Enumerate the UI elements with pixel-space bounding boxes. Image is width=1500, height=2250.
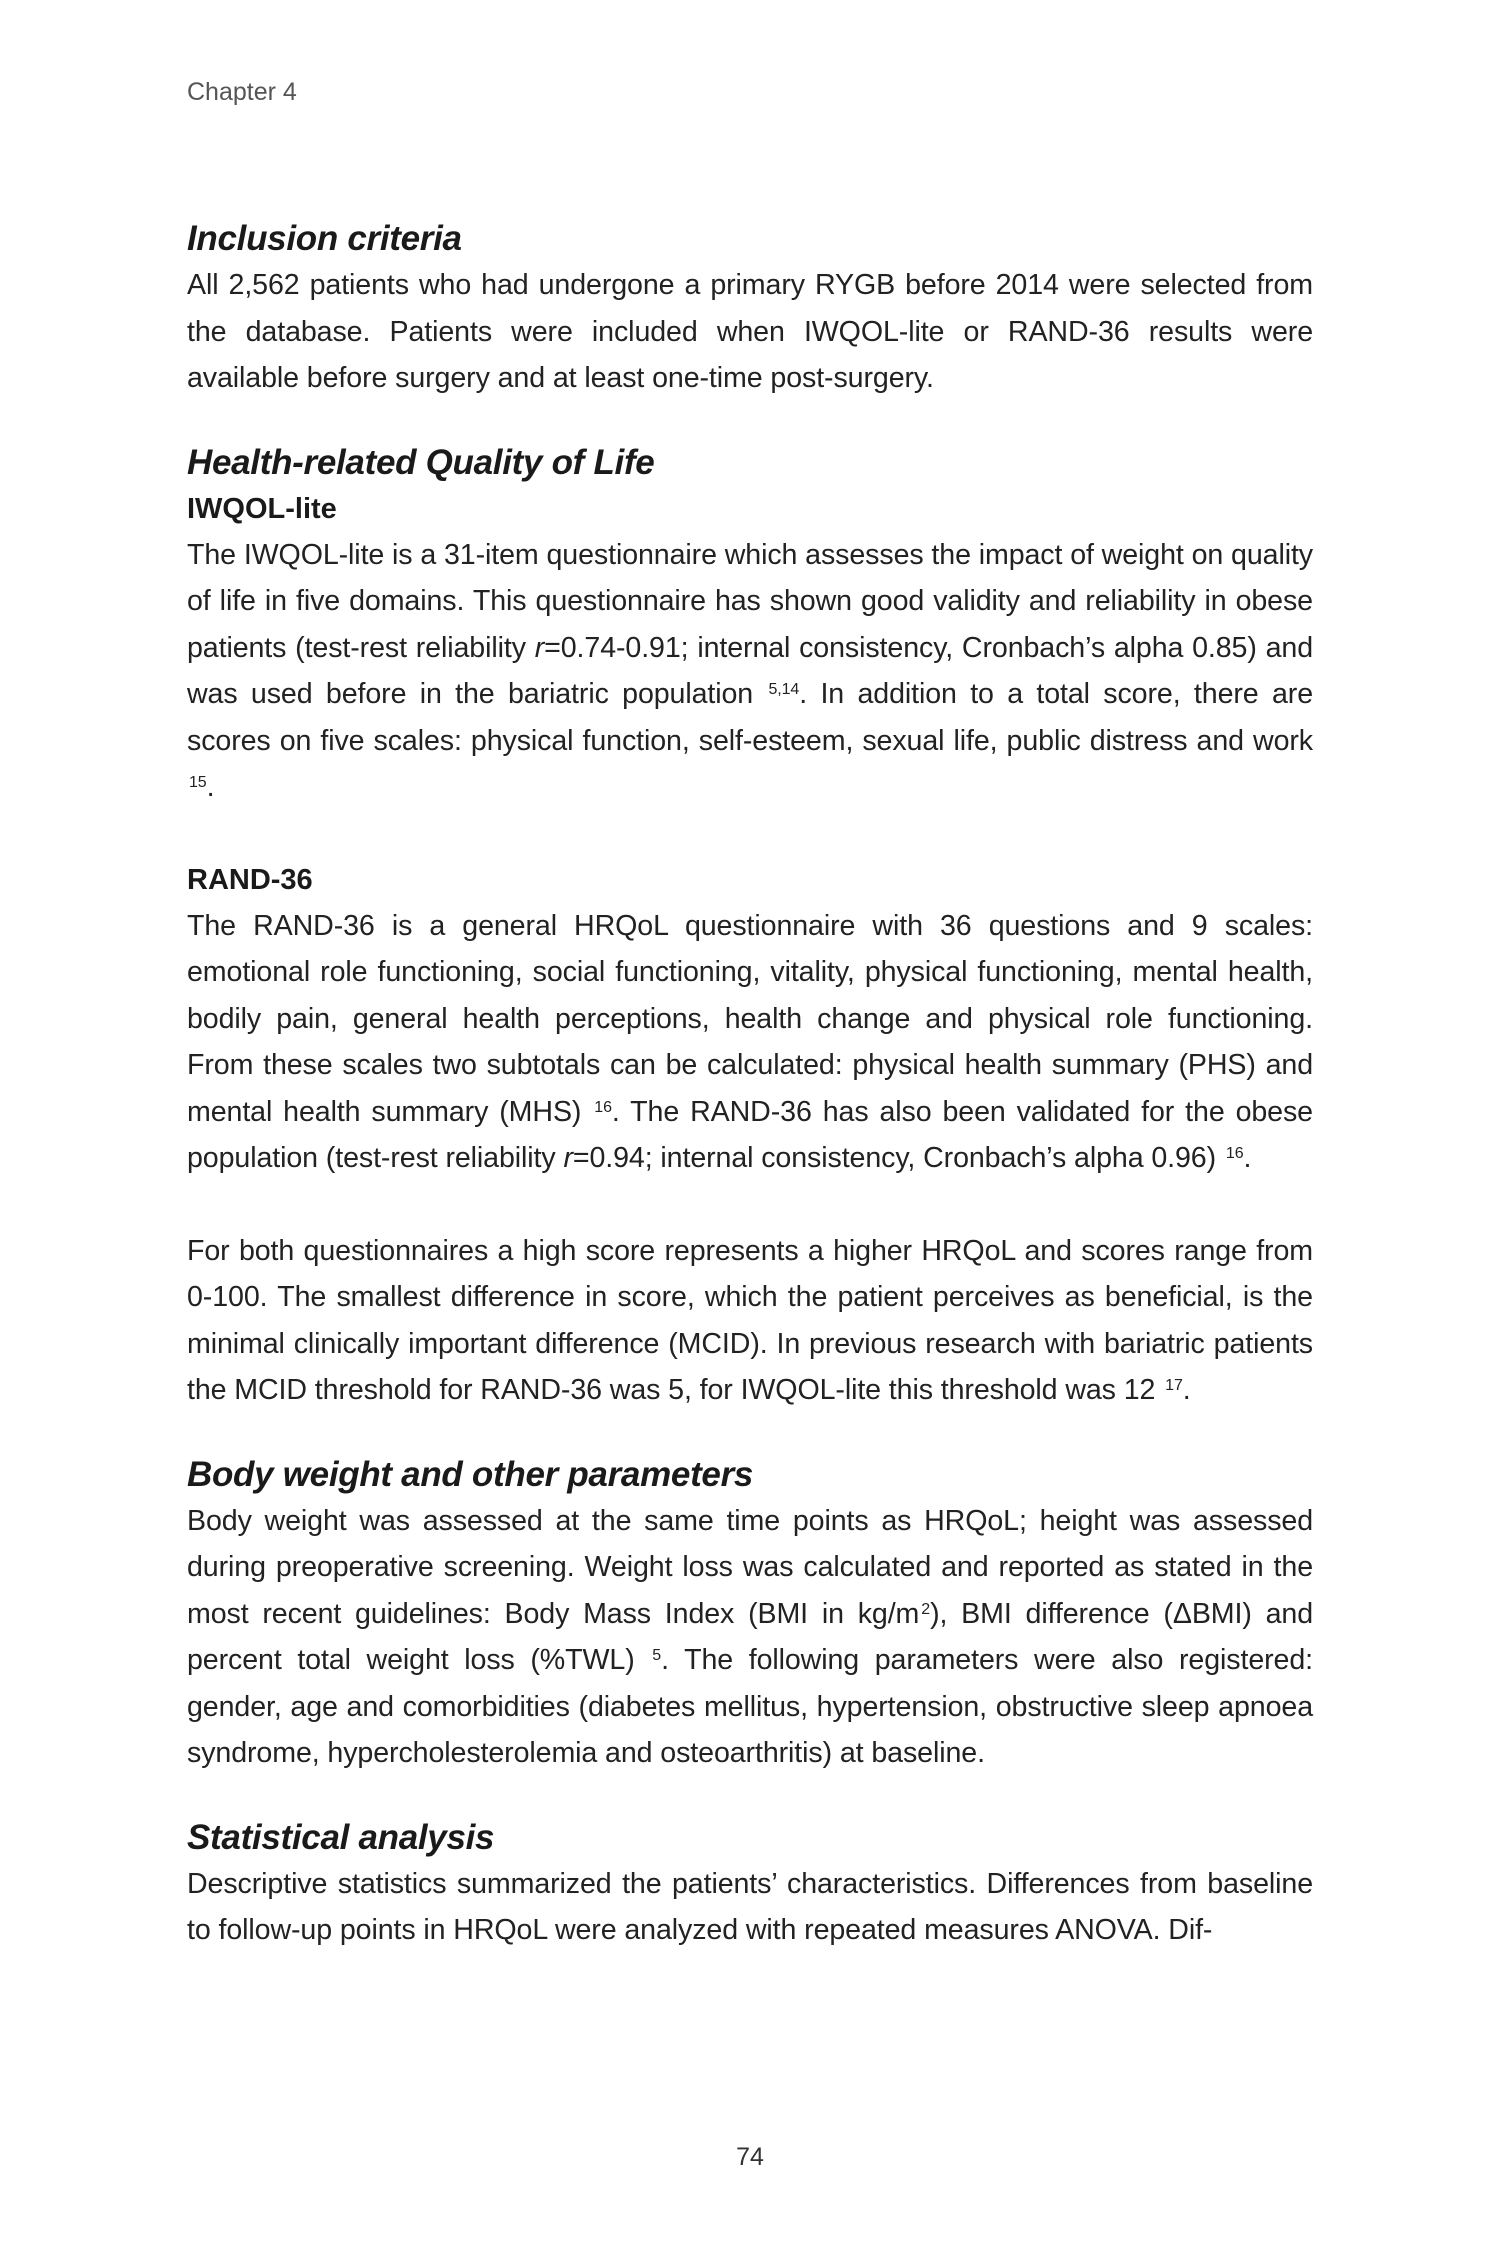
paragraph-iwqol (187, 532, 1313, 811)
text: Body weight was assessed at the same time points as HRQoL; height was assessed during preoperative screening. Weight loss was calculated and reported as stated in the most recent guidelines: Body Mass Index (BMI in kg/m (187, 1504, 1313, 1630)
subsection-heading-iwqol: IWQOL-lite (187, 492, 337, 525)
citation-ref: 5 (652, 1647, 662, 1664)
spacer (187, 1182, 1313, 1228)
section-heading: Inclusion criteria (187, 219, 462, 258)
citation-ref: 16 (1225, 1145, 1244, 1162)
text: For both questionnaires a high score represents a higher HRQoL and scores range from 0-100. The smallest difference in score, which the patient perceives as beneficial, is the minimal clinically important difference (MCID). In previous research with bariatric patients the MCID threshold for RAND-36 was 5, for IWQOL-lite this threshold was 12 (187, 1234, 1313, 1406)
section-statistical-analysis (187, 1815, 1313, 1954)
text: . (1182, 1374, 1191, 1406)
section-heading: Body weight and other parameters (187, 1454, 754, 1494)
text: =0.74-0.91; internal consistency, Cronbach’s alpha 0.85) and was used before in the bariatric population (187, 631, 1313, 710)
citation-ref: 17 (1165, 1377, 1183, 1394)
spacer (187, 811, 1313, 857)
page-number: 74 (736, 2143, 764, 2171)
paragraph-statistical: Descriptive statistics summarized the patients’ characteristics. Differences from baseline to follow-up points in HRQoL were analyzed with repeated measures ANOVA. Dif- (187, 1867, 1313, 1946)
text: ), BMI difference (ΔBMI) and percent total weight loss (%TWL) (187, 1597, 1313, 1676)
paragraph: All 2,562 patients who had undergone a primary RYGB before 2014 were selected from the database. Patients were included when IWQOL-lite or RAND-36 results were available before surgery and at least one-time post-surgery. (187, 269, 1313, 394)
text: . (1243, 1142, 1252, 1174)
section-inclusion-criteria (187, 216, 1313, 402)
text: . (206, 771, 215, 803)
paragraph-rand36 (187, 903, 1313, 1182)
citation-ref: 16 (594, 1098, 612, 1116)
section-heading: Health-related Quality of Life (187, 442, 655, 482)
superscript-exponent: 2 (921, 1600, 931, 1618)
citation-ref: 15 (189, 774, 207, 791)
text: . In addition to a total score, there are scores on five scales: physical function, self-esteem, sexual life, public distress and work (187, 678, 1313, 757)
text: The RAND-36 is a general HRQoL questionnaire with 36 questions and 9 scales: emotional role functioning, social functioning, vitality, physical functioning, mental health, bodily pain, general health perceptions, health change and physical role functioning. From these scales two subtotals can be calculated: physical health summary (PHS) and mental health summary (MHS) (187, 909, 1313, 1128)
text: The IWQOL-lite is a 31-item questionnaire which assesses the impact of weight on quality of life in five domains. This questionnaire has shown good validity and reliability in obese patients (test-rest reliability (187, 538, 1313, 664)
section-hrqol (187, 440, 1313, 1414)
subsection-heading-rand36: RAND-36 (187, 863, 313, 896)
section-heading: Statistical analysis (187, 1817, 495, 1857)
italic-r: r (563, 1142, 573, 1174)
text: . The following parameters were also registered: gender, age and comorbidities (diabetes mellitus, hypertension, obstructive sleep apnoea syndrome, hypercholesterolemia and osteoarthritis) at baseline. (187, 1644, 1313, 1769)
italic-r: r (534, 631, 545, 664)
citation-ref: 5,14 (768, 681, 800, 698)
text: . The RAND-36 has also been validated for the obese population (test-rest reliability (187, 1095, 1313, 1174)
page-content (187, 216, 1313, 1992)
paragraph-mcid (187, 1228, 1313, 1414)
section-body-weight (187, 1452, 1313, 1777)
paragraph-body-weight (187, 1498, 1313, 1777)
running-head: Chapter 4 (187, 78, 297, 106)
text: =0.94; internal consistency, Cronbach’s alpha 0.96) (572, 1142, 1224, 1174)
